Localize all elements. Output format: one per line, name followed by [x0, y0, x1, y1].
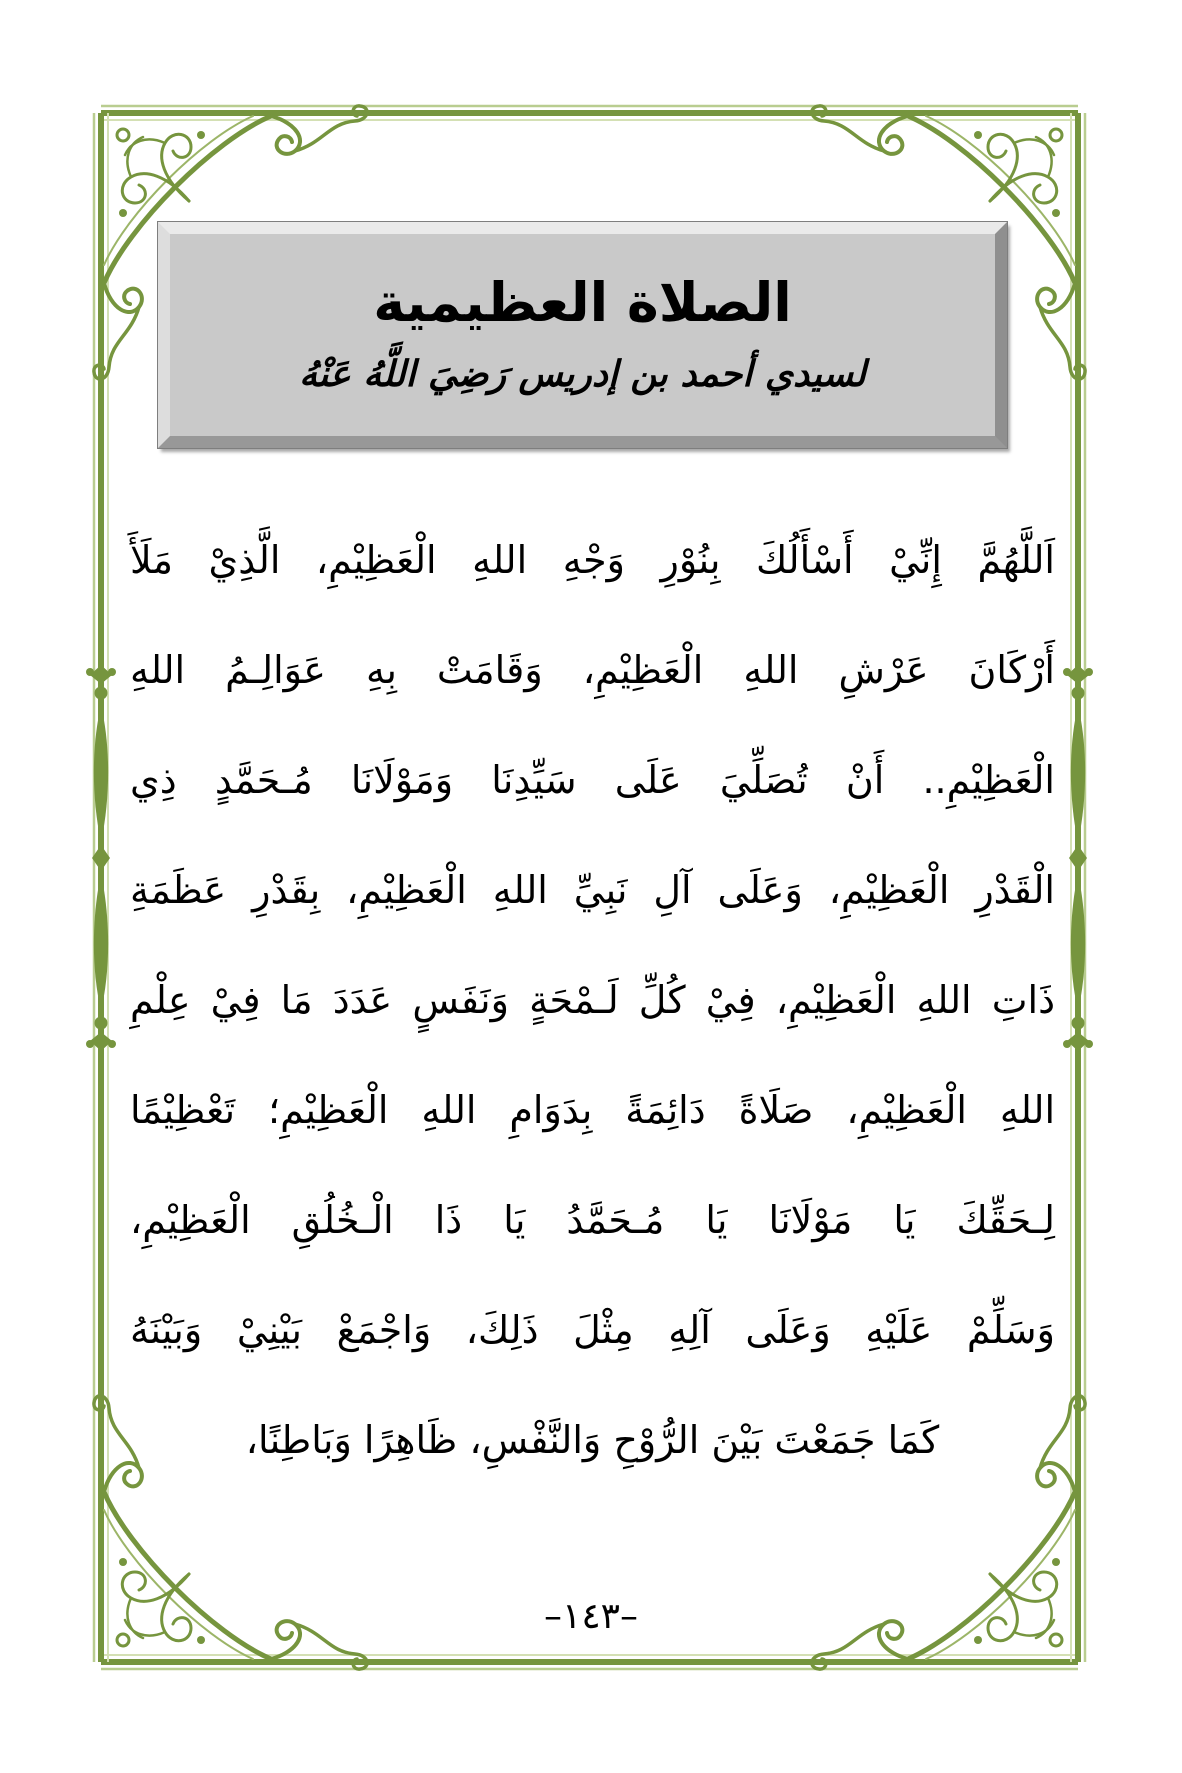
prayer-line: كَمَا جَمَعْتَ بَيْنَ الرُّوْحِ وَالنَّفْسِ، ظَاهِرًا وَبَاطِنًا، — [245, 1418, 940, 1462]
prayer-line: لِـحَقِّكَ يَا مَوْلَانَا يَا مُـحَمَّدُ يَا ذَا الْـخُلُقِ الْعَظِيْمِ، — [130, 1198, 1055, 1242]
prayer-line: الْقَدْرِ الْعَظِيْمِ، وَعَلَى آلِ نَبِيِّ اللهِ الْعَظِيْمِ، بِقَدْرِ عَظَمَةِ — [130, 868, 1055, 912]
prayer-line: ذَاتِ اللهِ الْعَظِيْمِ، فِيْ كُلِّ لَـمْحَةٍ وَنَفَسٍ عَدَدَ مَا فِيْ عِلْمِ — [130, 978, 1055, 1022]
page-title: الصلاة العظيمية — [373, 271, 792, 335]
prayer-line: اَللَّهُمَّ إِنِّيْ أَسْأَلُكَ بِنُوْرِ وَجْهِ اللهِ الْعَظِيْمِ، الَّذِيْ مَلَأَ — [130, 538, 1055, 582]
prayer-line: أَرْكَانَ عَرْشِ اللهِ الْعَظِيْمِ، وَقَامَتْ بِهِ عَوَالِـمُ اللهِ — [130, 648, 1055, 692]
page-attribution: لسيدي أحمد بن إدريس رَضِيَ اللَّهُ عَنْهُ — [299, 354, 866, 395]
prayer-line: وَسَلِّمْ عَلَيْهِ وَعَلَى آلِهِ مِثْلَ ذَلِكَ، وَاجْمَعْ بَيْنِيْ وَبَيْنَهُ — [130, 1308, 1055, 1352]
side-spindle-icon — [86, 665, 116, 1051]
title-box — [158, 222, 1007, 448]
page-number: –١٤٣– — [543, 1596, 638, 1637]
prayer-text — [130, 505, 1055, 1495]
side-spindle-icon — [1063, 665, 1093, 1051]
prayer-line: الْعَظِيْمِ.. أَنْ تُصَلِّيَ عَلَى سَيِّدِنَا وَمَوْلَانَا مُـحَمَّدٍ ذِي — [130, 758, 1055, 802]
prayer-line: اللهِ الْعَظِيْمِ، صَلَاةً دَائِمَةً بِدَوَامِ اللهِ الْعَظِيْمِ؛ تَعْظِيْمًا — [130, 1088, 1055, 1132]
